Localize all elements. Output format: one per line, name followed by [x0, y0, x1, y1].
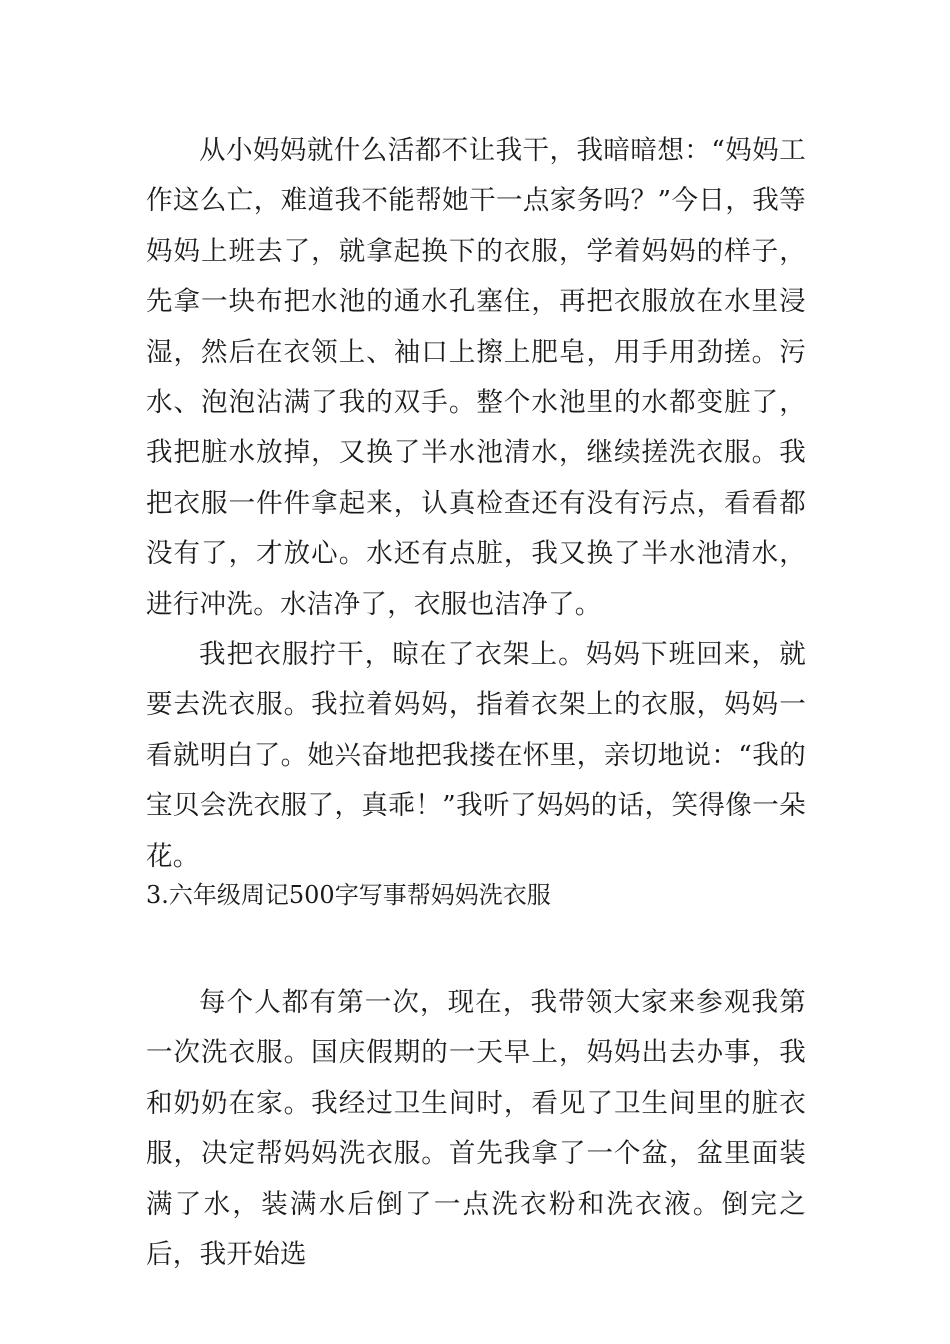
text-block-part2: [146, 978, 806, 1280]
text-block-part1: [146, 126, 806, 882]
paragraph-mother-returns: 我把衣服拧干，晾在了衣架上。妈妈下班回来，就要去洗衣服。我拉着妈妈，指着衣架上的衣服，妈妈一看就明白了。她兴奋地把我搂在怀里，亲切地说：“我的宝贝会洗衣服了，真乖！”我听了妈妈的话，笑得像一朵花。: [146, 639, 806, 872]
section-heading: 3.六年级周记500字写事帮妈妈洗衣服: [146, 881, 551, 909]
paragraph-washing-clothes-story: 从小妈妈就什么活都不让我干，我暗暗想：“妈妈工作这么亡，难道我不能帮她干一点家务吗？”今日，我等妈妈上班去了，就拿起换下的衣服，学着妈妈的样子，先拿一块布把水池的通水孔塞住，再把衣服放在水里浸湿，然后在衣领上、袖口上擦上肥皂，用手用劲搓。污水、泡泡沾满了我的双手。整个水池里的水都变脏了，我把脏水放掉，又换了半水池清水，继续搓洗衣服。我把衣服一件件拿起来，认真检查还有没有污点，看看都没有了，才放心。水还有点脏，我又换了半水池清水，进行冲洗。水洁净了，衣服也洁净了。: [146, 135, 806, 620]
paragraph-first-time-washing: 每个人都有第一次，现在，我带领大家来参观我第一次洗衣服。国庆假期的一天早上，妈妈出去办事，我和奶奶在家。我经过卫生间时，看见了卫生间里的脏衣服，决定帮妈妈洗衣服。首先我拿了一个盆，盆里面装满了水，装满水后倒了一点洗衣粉和洗衣液。倒完之后，我开始选: [146, 987, 806, 1271]
